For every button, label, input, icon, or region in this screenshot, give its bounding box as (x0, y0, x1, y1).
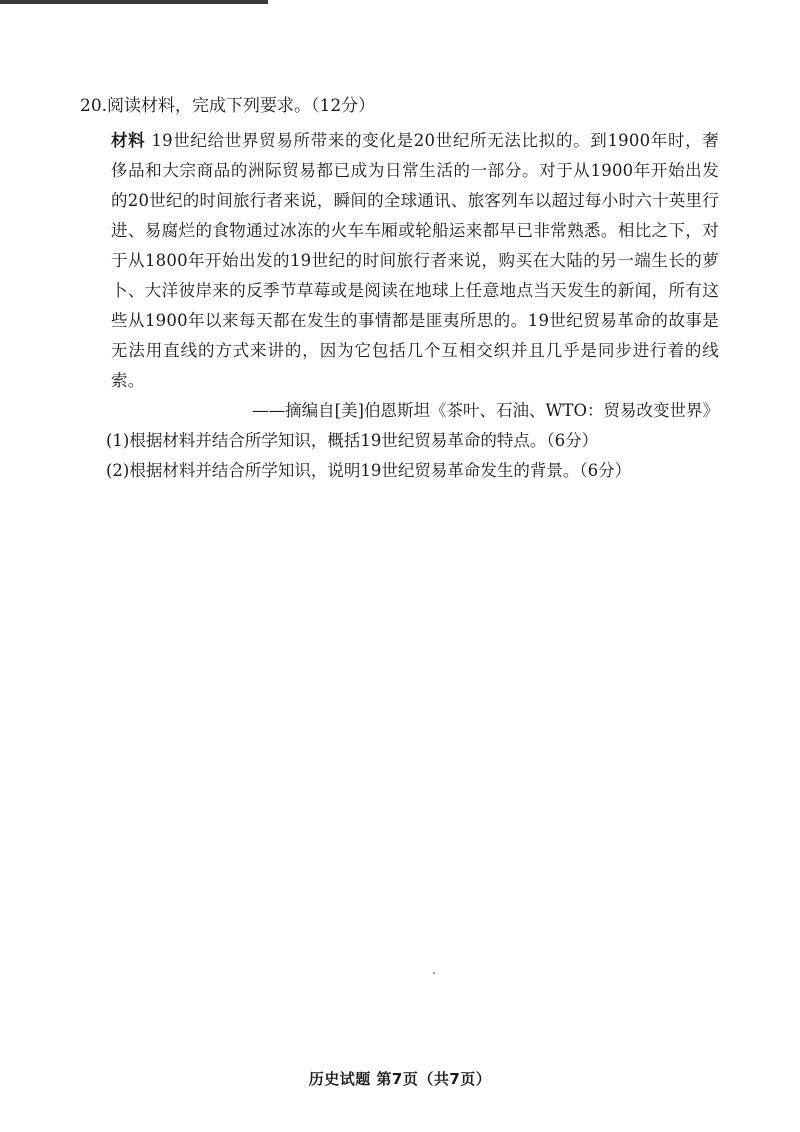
material-text: 19世纪给世界贸易所带来的变化是20世纪所无法比拟的。到1900年时，奢侈品和大宗商品的洲际贸易都已成为日常生活的一部分。对于从1900年开始出发的20世纪的时间旅行者来说，瞬间的全球通讯、旅客列车以超过每小时六十英里行进、易腐烂的食物通过冰冻的火车车厢或轮船运来都早已非常熟悉。相比之下，对于从1800年开始出发的19世纪的时间旅行者来说，购买在大陆的另一端生长的萝卜、大洋彼岸来的反季节草莓或是阅读在地球上任意地点当天发生的新闻，所有这些从1900年以来每天都在发生的事情都是匪夷所思的。19世纪贸易革命的故事是无法用直线的方式来讲的，因为它包括几个互相交织并且几乎是同步进行着的线索。 (111, 131, 720, 390)
scan-speck (433, 972, 435, 974)
page-footer: 历史试题 第7页（共7页） (308, 1070, 492, 1088)
sub-question-1: (1)根据材料并结合所学知识，概括19世纪贸易革命的特点。（6分） (106, 431, 599, 450)
question-header: 20.阅读材料，完成下列要求。（12分） (80, 96, 376, 116)
question-20 (80, 94, 720, 486)
top-border-line (0, 0, 268, 4)
sub-question-2: (2)根据材料并结合所学知识，说明19世纪贸易革命发生的背景。（6分） (106, 461, 632, 480)
material-paragraph (111, 126, 719, 396)
material-label: 材料 (111, 131, 146, 150)
material-source: ——摘编自[美]伯恩斯坦《茶叶、石油、WTO：贸易改变世界》 (252, 401, 719, 420)
